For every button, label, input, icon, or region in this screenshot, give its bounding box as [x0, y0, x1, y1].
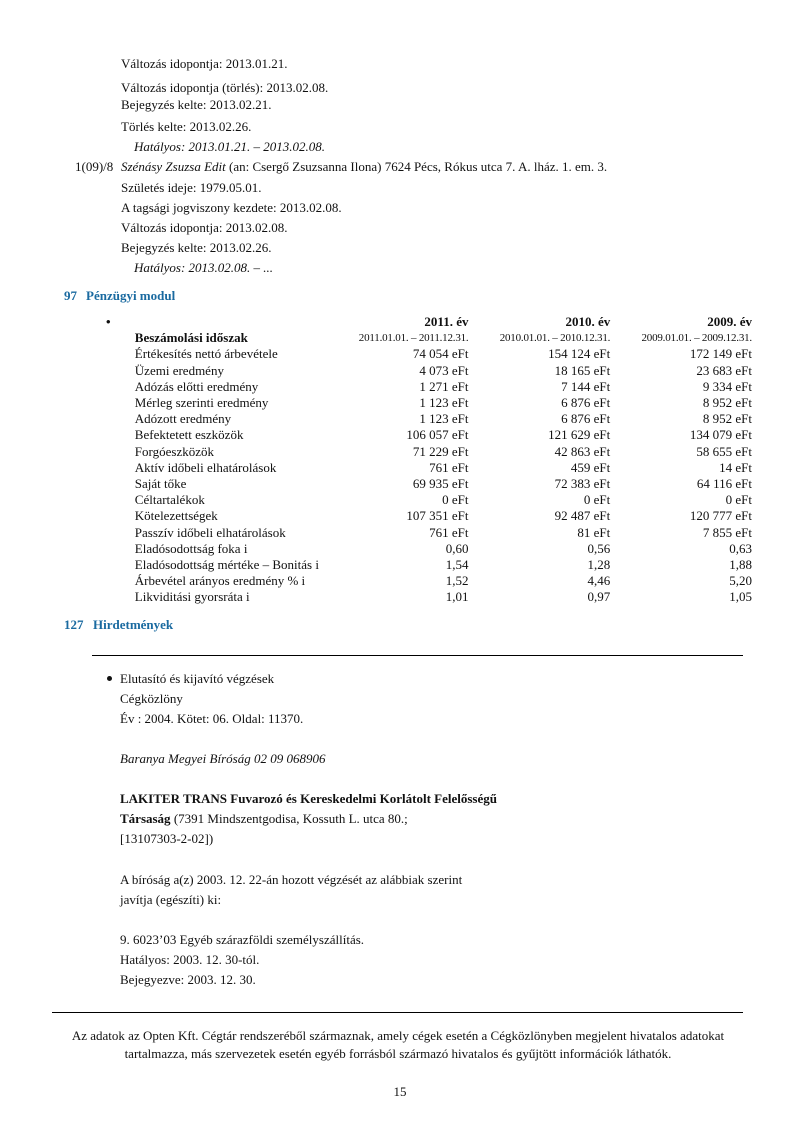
- financial-row-label: Adózás előtti eredmény: [134, 378, 259, 394]
- section-divider: [92, 655, 743, 656]
- financial-row-value: 8 952 eFt: [702, 395, 752, 411]
- financial-row: [100, 476, 752, 492]
- registration-date-line: Bejegyzés kelte: 2013.02.21.: [121, 97, 272, 112]
- financial-row-value: 0 eFt: [725, 492, 752, 508]
- bullet-icon: [107, 676, 112, 681]
- section-number: 97: [64, 288, 77, 303]
- court-name: Baranya Megyei Bíróság 02 09 068906: [120, 751, 326, 766]
- financial-row: [100, 508, 752, 524]
- financial-row-value: 1 123 eFt: [419, 411, 469, 427]
- financial-row: [100, 379, 752, 395]
- period-row: [100, 330, 752, 346]
- registered-line: Bejegyezve: 2003. 12. 30.: [120, 972, 256, 987]
- year-header: 2010. év: [565, 314, 611, 330]
- financial-row: [100, 589, 752, 605]
- financial-row-value: 4,46: [587, 573, 611, 589]
- company-id: [13107303-2-02]): [120, 831, 214, 846]
- company-name: LAKITER TRANS Fuvarozó és Kereskedelmi Korlátolt Felelősségű: [120, 791, 497, 806]
- section-heading-financial: [64, 288, 175, 304]
- financial-row-label: Mérleg szerinti eredmény: [134, 395, 269, 411]
- company-line: [120, 811, 408, 827]
- effective-period: Hatályos: 2013.02.08. – ...: [134, 260, 274, 275]
- financial-row-value: 8 952 eFt: [702, 411, 752, 427]
- change-date-deletion-line: Változás idopontja (törlés): 2013.02.08.: [121, 80, 329, 95]
- financial-row: [100, 524, 752, 540]
- year-header: 2011. év: [424, 314, 469, 330]
- footer-note-line: Az adatok az Opten Kft. Cégtár rendszeréből származnak, amely cégek esetén a Cégközlönyben megjelent hivatalos adatokat: [71, 1028, 725, 1043]
- registration-date-line: Bejegyzés kelte: 2013.02.26.: [121, 240, 272, 255]
- bullet-icon: •: [106, 314, 111, 330]
- financial-row-value: 6 876 eFt: [561, 395, 611, 411]
- financial-row-value: 0,63: [729, 540, 752, 556]
- announcement-title: Elutasító és kijavító végzések: [120, 671, 275, 686]
- page-number: 15: [393, 1084, 407, 1099]
- financial-row-label: Likviditási gyorsráta i: [134, 589, 250, 605]
- change-date-line: Változás idopontja: 2013.01.21.: [121, 56, 288, 71]
- company-address: (7391 Mindszentgodisa, Kossuth L. utca 80.;: [170, 811, 408, 826]
- financial-row-label: Passzív időbeli elhatárolások: [134, 524, 286, 540]
- announcement-reference: Év : 2004. Kötet: 06. Oldal: 11370.: [120, 711, 304, 726]
- change-date-line: Változás idopontja: 2013.02.08.: [121, 220, 288, 235]
- financial-row-label: Forgóeszközök: [134, 443, 214, 459]
- financial-row-value: 71 229 eFt: [412, 443, 469, 459]
- activity-line: 9. 6023’03 Egyéb szárazföldi személyszállítás.: [120, 932, 365, 947]
- financial-row-label: Befektetett eszközök: [134, 427, 244, 443]
- financial-row-value: 42 863 eFt: [554, 443, 611, 459]
- financial-row-label: Eladósodottság foka i: [134, 540, 248, 556]
- financial-row: [100, 444, 752, 460]
- financial-row-value: 0 eFt: [442, 492, 469, 508]
- financial-row-label: Saját tőke: [134, 475, 187, 491]
- financial-row-value: 107 351 eFt: [406, 508, 469, 524]
- member-name: Szénásy Zsuzsa Edit: [121, 159, 226, 174]
- financial-row-value: 69 935 eFt: [412, 475, 469, 491]
- financial-row-value: 81 eFt: [577, 524, 611, 540]
- year-header: 2009. év: [707, 314, 752, 330]
- financial-row-label: Eladósodottság mértéke – Bonitás i: [134, 556, 319, 572]
- financial-row: [100, 573, 752, 589]
- membership-start-line: A tagsági jogviszony kezdete: 2013.02.08.: [121, 200, 342, 215]
- financial-row-value: 9 334 eFt: [702, 378, 752, 394]
- financial-row-value: 1,05: [729, 589, 752, 605]
- financial-table: [100, 314, 752, 605]
- footer-note-line: tartalmazza, más szervezetek esetén egyéb forrásból származó hivatalos és gyűjtött információk láthatók.: [124, 1046, 672, 1061]
- birth-date-line: Születés ideje: 1979.05.01.: [121, 180, 262, 195]
- year-header-row: [100, 314, 752, 330]
- financial-row-value: 4 073 eFt: [419, 362, 469, 378]
- financial-row: [100, 346, 752, 362]
- financial-row: [100, 411, 752, 427]
- financial-row-value: 1,28: [587, 556, 611, 572]
- financial-row-label: Aktív időbeli elhatárolások: [134, 459, 277, 475]
- financial-row-value: 23 683 eFt: [696, 362, 752, 378]
- financial-row-value: 761 eFt: [429, 524, 469, 540]
- financial-row-value: 5,20: [729, 573, 752, 589]
- footer-note: [52, 1027, 744, 1063]
- financial-row-value: 18 165 eFt: [554, 362, 611, 378]
- financial-row-value: 121 629 eFt: [548, 427, 611, 443]
- financial-row: [100, 363, 752, 379]
- financial-row: [100, 427, 752, 443]
- deletion-date-line: Törlés kelte: 2013.02.26.: [121, 119, 252, 134]
- financial-row-value: 1,54: [445, 556, 469, 572]
- period-value: 2010.01.01. – 2010.12.31.: [499, 332, 611, 345]
- financial-row-value: 761 eFt: [429, 459, 469, 475]
- member-name-line: [121, 159, 607, 175]
- effective-line: Hatályos: 2003. 12. 30-tól.: [120, 952, 260, 967]
- financial-row-value: 0 eFt: [583, 492, 611, 508]
- section-heading-announcements: [64, 617, 173, 633]
- period-label: Beszámolási időszak: [134, 330, 248, 346]
- financial-row-label: Kötelezettségek: [134, 508, 218, 524]
- financial-row: [100, 541, 752, 557]
- financial-row-value: 1,88: [729, 556, 752, 572]
- financial-row-value: 459 eFt: [570, 459, 611, 475]
- period-value: 2009.01.01. – 2009.12.31.: [641, 332, 752, 345]
- financial-row-label: Értékesítés nettó árbevétele: [134, 346, 278, 362]
- announcement-body: A bíróság a(z) 2003. 12. 22-án hozott végzését az alábbiak szerint: [120, 872, 463, 887]
- financial-row-value: 6 876 eFt: [561, 411, 611, 427]
- financial-row-value: 1 271 eFt: [419, 378, 469, 394]
- financial-row-value: 64 116 eFt: [696, 475, 752, 491]
- footer-divider: [52, 1012, 743, 1013]
- section-number: 127: [64, 617, 84, 632]
- financial-row-value: 74 054 eFt: [412, 346, 469, 362]
- financial-row-value: 14 eFt: [719, 459, 752, 475]
- announcement-body-cont: javítja (egészíti) ki:: [120, 892, 222, 907]
- financial-row-value: 58 655 eFt: [696, 443, 752, 459]
- section-title: Pénzügyi modul: [86, 288, 176, 303]
- member-id: 1(09)/8: [75, 159, 114, 174]
- financial-row-label: Üzemi eredmény: [134, 362, 224, 378]
- financial-row: [100, 395, 752, 411]
- financial-row-value: 0,97: [587, 589, 611, 605]
- financial-row-value: 0,56: [587, 540, 611, 556]
- financial-row-value: 154 124 eFt: [548, 346, 611, 362]
- financial-row-value: 134 079 eFt: [689, 427, 752, 443]
- financial-row-value: 1,01: [445, 589, 469, 605]
- financial-row: [100, 460, 752, 476]
- financial-row-value: 72 383 eFt: [554, 475, 611, 491]
- financial-row-value: 1,52: [445, 573, 469, 589]
- financial-row-label: Adózott eredmény: [134, 411, 232, 427]
- financial-row-value: 7 144 eFt: [561, 378, 611, 394]
- financial-row-value: 120 777 eFt: [689, 508, 752, 524]
- period-value: 2011.01.01. – 2011.12.31.: [358, 332, 469, 345]
- member-details: (an: Csergő Zsuzsanna Ilona) 7624 Pécs, Rókus utca 7. A. lház. 1. em. 3.: [228, 159, 608, 174]
- financial-row-label: Céltartalékok: [134, 492, 205, 508]
- financial-row-value: 0,60: [445, 540, 469, 556]
- financial-row-value: 1 123 eFt: [419, 395, 469, 411]
- financial-row-value: 172 149 eFt: [689, 346, 752, 362]
- section-title: Hirdetmények: [93, 617, 174, 632]
- announcement-source: Cégközlöny: [120, 691, 183, 706]
- financial-row-value: 7 855 eFt: [702, 524, 752, 540]
- financial-row: [100, 492, 752, 508]
- financial-row-label: Árbevétel arányos eredmény % i: [134, 573, 306, 589]
- financial-row-value: 106 057 eFt: [406, 427, 469, 443]
- financial-row: [100, 557, 752, 573]
- company-name-cont: Társaság: [120, 811, 171, 826]
- effective-period: Hatályos: 2013.01.21. – 2013.02.08.: [134, 139, 326, 154]
- financial-row-value: 92 487 eFt: [554, 508, 611, 524]
